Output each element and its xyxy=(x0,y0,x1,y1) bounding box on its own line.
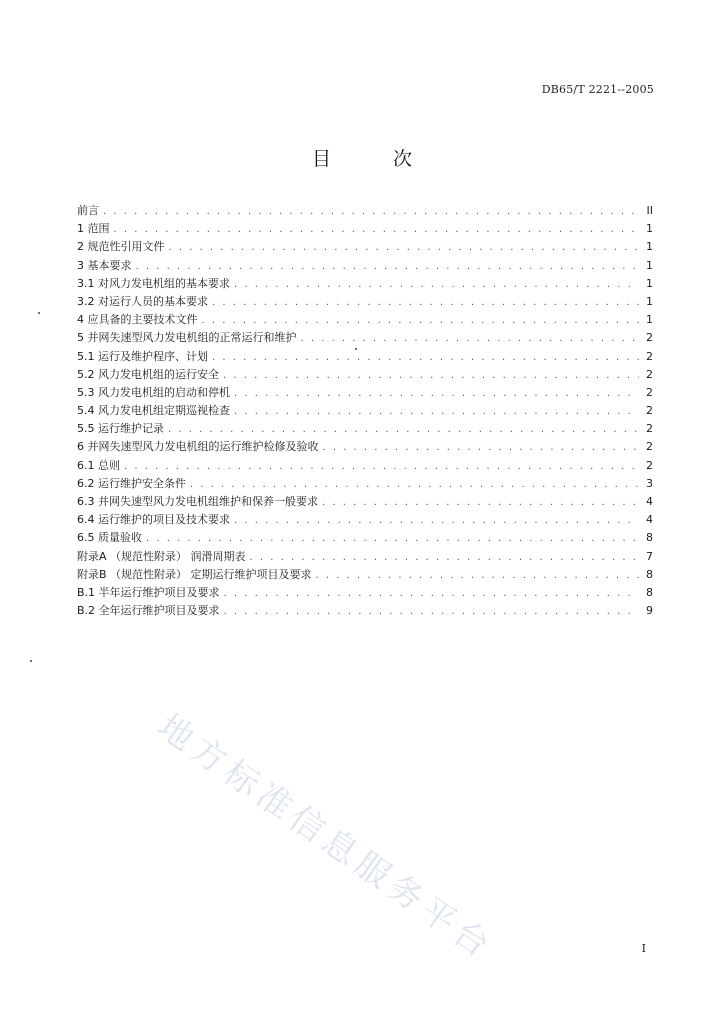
toc-entry-page: 1 xyxy=(646,222,653,236)
toc-entry-label: 5 并网失速型风力发电机组的正常运行和维护 xyxy=(77,331,297,345)
toc-entry[interactable] xyxy=(77,493,653,511)
toc-entry-page: 7 xyxy=(646,549,653,563)
toc-entry-page: 4 xyxy=(646,513,653,527)
toc-leader-dots xyxy=(234,403,639,421)
toc-entry-label: 3.2 对运行人员的基本要求 xyxy=(77,294,208,308)
toc-entry-page: 2 xyxy=(646,331,653,345)
toc-leader-dots xyxy=(224,603,639,621)
toc-entry[interactable] xyxy=(77,602,653,620)
toc-entry[interactable] xyxy=(77,202,653,220)
toc-entry-page: 8 xyxy=(646,531,653,545)
toc-entry-page: 2 xyxy=(646,422,653,436)
toc-entry[interactable] xyxy=(77,402,653,420)
toc-leader-dots xyxy=(146,530,639,548)
toc-entry[interactable] xyxy=(77,384,653,402)
toc-entry[interactable] xyxy=(77,311,653,329)
toc-entry[interactable] xyxy=(77,220,653,238)
toc-entry-label: 5.4 风力发电机组定期巡视检查 xyxy=(77,404,230,418)
toc-entry[interactable] xyxy=(77,238,653,256)
toc-entry-page: 2 xyxy=(646,458,653,472)
toc-leader-dots xyxy=(169,239,640,257)
toc-entry-label: 3.1 对风力发电机组的基本要求 xyxy=(77,276,230,290)
toc-entry-label: 附录B （规范性附录） 定期运行维护项目及要求 xyxy=(77,567,312,581)
scan-speck xyxy=(30,660,32,662)
scan-speck xyxy=(355,348,357,350)
toc-entry[interactable] xyxy=(77,275,653,293)
toc-leader-dots xyxy=(322,494,639,512)
toc-entry[interactable] xyxy=(77,529,653,547)
toc-leader-dots xyxy=(212,349,639,367)
toc-entry-page: 3 xyxy=(646,476,653,490)
toc-entry-label: 5.1 运行及维护程序、计划 xyxy=(77,349,208,363)
toc-entry[interactable] xyxy=(77,293,653,311)
toc-entry-page: II xyxy=(646,204,653,217)
toc-entry-page: 1 xyxy=(646,240,653,254)
toc-entry[interactable] xyxy=(77,457,653,475)
toc-entry[interactable] xyxy=(77,348,653,366)
scan-speck xyxy=(38,312,40,314)
toc-entry[interactable] xyxy=(77,366,653,384)
toc-entry[interactable] xyxy=(77,257,653,275)
toc-entry-label: B.2 全年运行维护项目及要求 xyxy=(77,604,220,618)
toc-entry-page: 8 xyxy=(646,567,653,581)
toc-leader-dots xyxy=(301,330,640,348)
toc-entry-label: 6 并网失速型风力发电机组的运行维护检修及验收 xyxy=(77,440,319,454)
toc-leader-dots xyxy=(212,294,639,312)
toc-entry-label: 1 范围 xyxy=(77,222,110,236)
toc-entry-label: 6.4 运行维护的项目及技术要求 xyxy=(77,513,230,527)
toc-entry-page: 1 xyxy=(646,294,653,308)
toc-leader-dots xyxy=(190,476,639,494)
toc-entry[interactable] xyxy=(77,511,653,529)
toc-leader-dots xyxy=(316,567,639,585)
toc-entry-page: 1 xyxy=(646,276,653,290)
toc-entry-page: 2 xyxy=(646,404,653,418)
toc-leader-dots xyxy=(168,421,639,439)
toc-entry-label: 附录A （规范性附录） 润滑周期表 xyxy=(77,549,246,563)
toc-entry[interactable] xyxy=(77,420,653,438)
toc-entry-page: 1 xyxy=(646,313,653,327)
toc-leader-dots xyxy=(136,258,640,276)
toc-leader-dots xyxy=(124,458,639,476)
toc-entry[interactable] xyxy=(77,475,653,493)
toc-entry-label: 3 基本要求 xyxy=(77,258,132,272)
toc-leader-dots xyxy=(250,549,639,567)
toc-entry-label: 5.5 运行维护记录 xyxy=(77,422,164,436)
toc-entry-page: 1 xyxy=(646,258,653,272)
document-code: DB65/T 2221--2005 xyxy=(541,83,654,96)
toc-leader-dots xyxy=(234,512,639,530)
toc-leader-dots xyxy=(103,203,639,221)
toc-entry[interactable] xyxy=(77,329,653,347)
toc-entry-page: 8 xyxy=(646,585,653,599)
toc-entry[interactable] xyxy=(77,548,653,566)
toc-entry-label: 6.1 总则 xyxy=(77,458,120,472)
watermark: 地方标准信息服务平台 xyxy=(150,706,502,969)
toc-entry-label: B.1 半年运行维护项目及要求 xyxy=(77,585,220,599)
toc-entry-label: 6.3 并网失速型风力发电机组维护和保养一般要求 xyxy=(77,495,318,508)
toc-leader-dots xyxy=(223,367,639,385)
page-number: I xyxy=(641,942,646,955)
toc-leader-dots xyxy=(323,439,640,457)
toc-entry-page: 4 xyxy=(646,495,653,508)
toc-entry-label: 2 规范性引用文件 xyxy=(77,240,165,254)
toc-entry-label: 4 应具备的主要技术文件 xyxy=(77,313,198,327)
page-title: 目 次 xyxy=(311,148,441,170)
toc-entry-page: 2 xyxy=(646,349,653,363)
toc-leader-dots xyxy=(234,385,639,403)
toc-entry[interactable] xyxy=(77,566,653,584)
toc-leader-dots xyxy=(114,221,640,239)
toc-entry-label: 5.3 风力发电机组的启动和停机 xyxy=(77,385,230,399)
toc-leader-dots xyxy=(202,312,640,330)
toc-entry-label: 5.2 风力发电机组的运行安全 xyxy=(77,367,219,381)
toc-entry[interactable] xyxy=(77,584,653,602)
toc-leader-dots xyxy=(224,585,639,603)
table-of-contents xyxy=(77,202,653,620)
toc-entry-page: 2 xyxy=(646,440,653,454)
toc-entry-label: 6.5 质量验收 xyxy=(77,531,142,545)
toc-entry-page: 2 xyxy=(646,385,653,399)
toc-entry-page: 9 xyxy=(646,604,653,618)
toc-entry-label: 6.2 运行维护安全条件 xyxy=(77,476,186,490)
toc-entry-page: 2 xyxy=(646,367,653,381)
toc-leader-dots xyxy=(234,276,639,294)
toc-entry[interactable] xyxy=(77,438,653,456)
toc-entry-label: 前言 xyxy=(77,204,99,217)
